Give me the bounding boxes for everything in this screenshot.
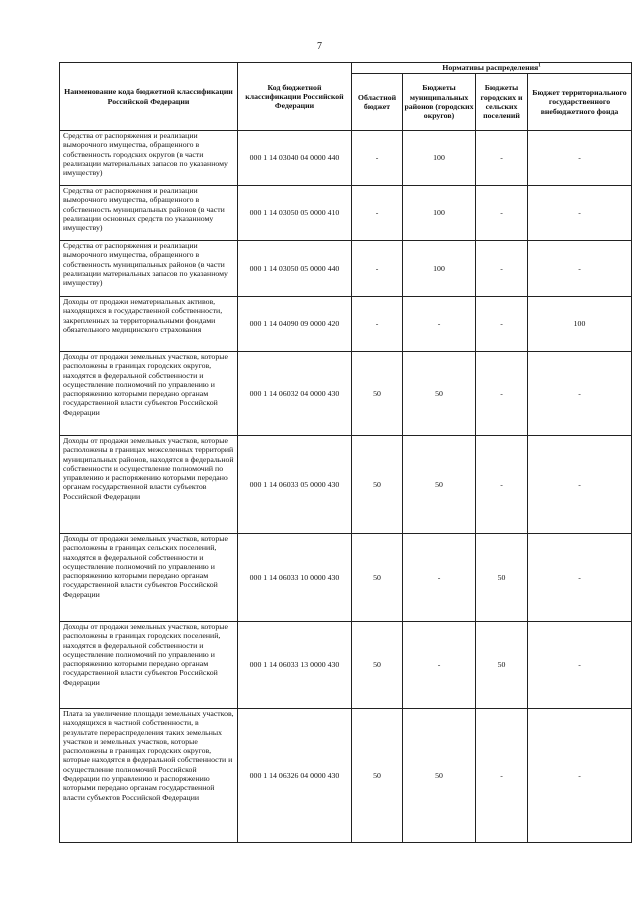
- row-fund: -: [528, 186, 632, 241]
- row-name: Доходы от продажи земельных участков, которые расположены в границах межселенных территорий муниципальных районов, находятся в федеральной собственности и осуществление полномочий по управлению и распоряжению которыми передано органам государственной власти субъектов Российской Федерации: [60, 436, 238, 534]
- budget-table: [59, 62, 632, 843]
- header-row-top: [60, 63, 632, 74]
- row-settlements: 50: [476, 622, 528, 709]
- row-name: Средства от распоряжения и реализации выморочного имущества, обращенного в собственность муниципальных районов (в части реализации материальных запасов по указанному имуществу): [60, 241, 238, 297]
- header-regional: Областной бюджет: [352, 74, 403, 131]
- row-name: Доходы от продажи земельных участков, которые расположены в границах городских поселений, находятся в федеральной собственности и осуществление полномочий по управлению и распоряжению которыми передано органам государственной власти субъектов Российской Федерации: [60, 622, 238, 709]
- header-group: [352, 63, 632, 74]
- row-regional: -: [352, 297, 403, 352]
- row-code: 000 1 14 06033 10 0000 430: [238, 534, 352, 622]
- row-municipal: 50: [403, 709, 476, 843]
- row-code: 000 1 14 06032 04 0000 430: [238, 352, 352, 436]
- table-row: [60, 186, 632, 241]
- row-fund: -: [528, 436, 632, 534]
- row-fund: -: [528, 709, 632, 843]
- row-municipal: 100: [403, 241, 476, 297]
- row-name: Доходы от продажи земельных участков, которые расположены в границах городских округов, находятся в федеральной собственности и осуществление полномочий по управлению и распоряжению которыми передано органам государственной власти субъектов Российской Федерации: [60, 352, 238, 436]
- row-regional: 50: [352, 534, 403, 622]
- row-municipal: 100: [403, 131, 476, 186]
- row-name: Плата за увеличение площади земельных участков, находящихся в частной собственности, в результате перераспределения таких земельных участков и земельных участков, которые расположены в границах городских округов, которые находятся в федеральной собственности и осуществление полномочий Российской Федерации по управлению и распоряжению которыми передано органам государственной власти субъектов Российской Федерации: [60, 709, 238, 843]
- row-regional: 50: [352, 709, 403, 843]
- row-regional: 50: [352, 352, 403, 436]
- table-row: [60, 709, 632, 843]
- row-name: Доходы от продажи нематериальных активов, находящихся в государственной собственности, закрепленных за территориальными фондами обязательного медицинского страхования: [60, 297, 238, 352]
- page-number: 7: [317, 41, 322, 52]
- row-settlements: -: [476, 352, 528, 436]
- row-code: 000 1 14 04090 09 0000 420: [238, 297, 352, 352]
- table-row: [60, 241, 632, 297]
- header-municipal: Бюджеты муниципальных районов (городских округов): [403, 74, 476, 131]
- row-settlements: -: [476, 131, 528, 186]
- row-fund: -: [528, 352, 632, 436]
- row-code: 000 1 14 03050 05 0000 410: [238, 186, 352, 241]
- row-municipal: -: [403, 622, 476, 709]
- row-fund: -: [528, 622, 632, 709]
- row-name: Доходы от продажи земельных участков, которые расположены в границах сельских поселений, находятся в федеральной собственности и осуществление полномочий по управлению и распоряжению которыми передано органам государственной власти субъектов Российской Федерации: [60, 534, 238, 622]
- table-row: [60, 131, 632, 186]
- row-code: 000 1 14 03050 05 0000 440: [238, 241, 352, 297]
- row-municipal: 50: [403, 436, 476, 534]
- row-settlements: -: [476, 436, 528, 534]
- header-group-footnote: 1: [538, 63, 541, 69]
- row-municipal: 100: [403, 186, 476, 241]
- header-code: Код бюджетной классификации Российской Федерации: [238, 63, 352, 131]
- row-settlements: -: [476, 241, 528, 297]
- table-row: [60, 534, 632, 622]
- header-fund: Бюджет территориального государственного внебюджетного фонда: [528, 74, 632, 131]
- row-code: 000 1 14 06033 13 0000 430: [238, 622, 352, 709]
- row-regional: 50: [352, 436, 403, 534]
- row-regional: -: [352, 131, 403, 186]
- header-group-label: Нормативы распределения: [442, 63, 539, 73]
- row-settlements: -: [476, 709, 528, 843]
- row-settlements: 50: [476, 534, 528, 622]
- header-name: Наименование кода бюджетной классификации Российской Федерации: [60, 63, 238, 131]
- row-code: 000 1 14 06326 04 0000 430: [238, 709, 352, 843]
- row-fund: -: [528, 534, 632, 622]
- row-regional: -: [352, 241, 403, 297]
- row-municipal: 50: [403, 352, 476, 436]
- row-fund: -: [528, 241, 632, 297]
- row-regional: -: [352, 186, 403, 241]
- row-code: 000 1 14 03040 04 0000 440: [238, 131, 352, 186]
- table-row: [60, 436, 632, 534]
- row-name: Средства от распоряжения и реализации выморочного имущества, обращенного в собственность городских округов (в части реализации материальных запасов по указанному имуществу): [60, 131, 238, 186]
- row-regional: 50: [352, 622, 403, 709]
- row-settlements: -: [476, 186, 528, 241]
- row-code: 000 1 14 06033 05 0000 430: [238, 436, 352, 534]
- header-settlements: Бюджеты городских и сельских поселений: [476, 74, 528, 131]
- table-row: [60, 352, 632, 436]
- row-settlements: -: [476, 297, 528, 352]
- row-fund: -: [528, 131, 632, 186]
- row-fund: 100: [528, 297, 632, 352]
- table-row: [60, 622, 632, 709]
- row-municipal: -: [403, 534, 476, 622]
- row-name: Средства от распоряжения и реализации выморочного имущества, обращенного в собственность муниципальных районов (в части реализации основных средств по указанному имуществу): [60, 186, 238, 241]
- table-row: [60, 297, 632, 352]
- row-municipal: -: [403, 297, 476, 352]
